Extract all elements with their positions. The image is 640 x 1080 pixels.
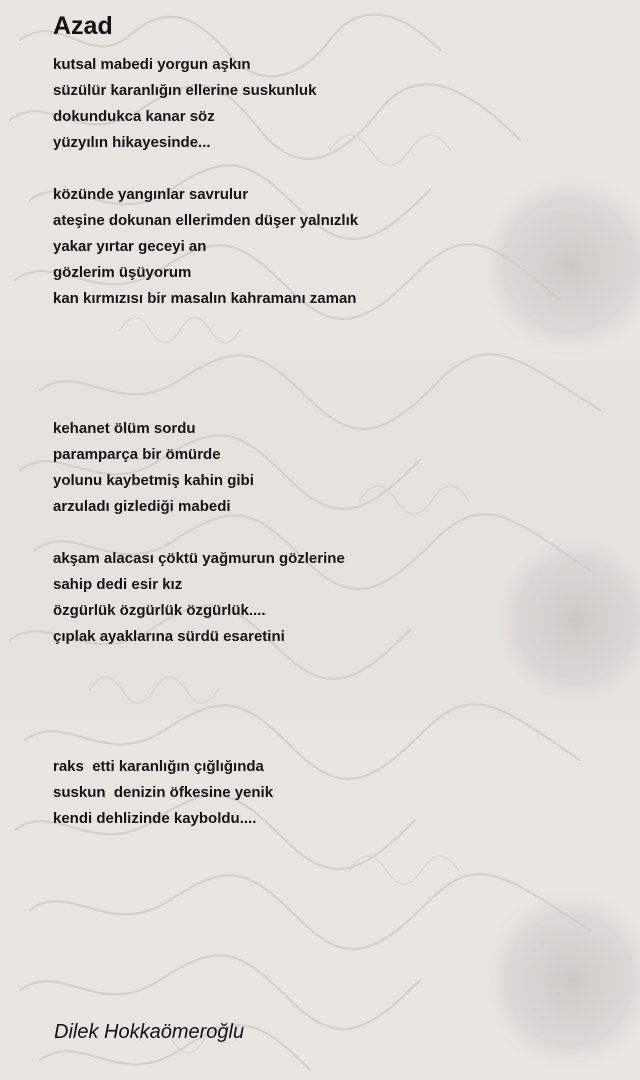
poem-line: yüzyılın hikayesinde... bbox=[53, 134, 211, 151]
stanza-2 bbox=[53, 182, 613, 312]
stanza-gap bbox=[53, 650, 613, 754]
poem-author: Dilek Hokkaömeroğlu bbox=[54, 1021, 245, 1043]
poem-line: kendi dehlizinde kayboldu.... bbox=[53, 810, 257, 827]
poem-line: çıplak ayaklarına sürdü esaretini bbox=[53, 628, 285, 645]
poem-line: akşam alacası çöktü yağmurun gözlerine bbox=[53, 550, 345, 567]
stanza-gap bbox=[53, 312, 613, 416]
poem-line: paramparça bir ömürde bbox=[53, 446, 221, 463]
stanza-1 bbox=[53, 52, 613, 156]
poem-line: yolunu kaybetmiş kahin gibi bbox=[53, 472, 254, 489]
stanza-5 bbox=[53, 754, 613, 832]
stanza-gap bbox=[53, 520, 613, 546]
stanza-gap bbox=[53, 156, 613, 182]
poem-line: kutsal mabedi yorgun aşkın bbox=[53, 56, 251, 73]
poem-line: dokundukca kanar söz bbox=[53, 108, 215, 125]
poem-line: közünde yangınlar savrulur bbox=[53, 186, 249, 203]
poem-line: süzülür karanlığın ellerine suskunluk bbox=[53, 82, 317, 99]
poem-line: ateşine dokunan ellerimden düşer yalnızlık bbox=[53, 212, 359, 229]
poem-line: suskun denizin öfkesine yenik bbox=[53, 784, 274, 801]
poem-line: arzuladı gizlediği mabedi bbox=[53, 498, 231, 515]
poem-line: raks etti karanlığın çığlığında bbox=[53, 758, 264, 775]
poem-line: sahip dedi esir kız bbox=[53, 576, 183, 593]
poem-line: yakar yırtar geceyi an bbox=[53, 238, 207, 255]
stanza-4 bbox=[53, 546, 613, 650]
poem-line: gözlerim üşüyorum bbox=[53, 264, 192, 281]
poem-line: özgürlük özgürlük özgürlük.... bbox=[53, 602, 266, 619]
poem-line: kehanet ölüm sordu bbox=[53, 420, 196, 437]
poem-line: kan kırmızısı bir masalın kahramanı zaman bbox=[53, 290, 357, 307]
poem-title: Azad bbox=[53, 12, 113, 40]
poem-body bbox=[53, 52, 613, 832]
stanza-3 bbox=[53, 416, 613, 520]
